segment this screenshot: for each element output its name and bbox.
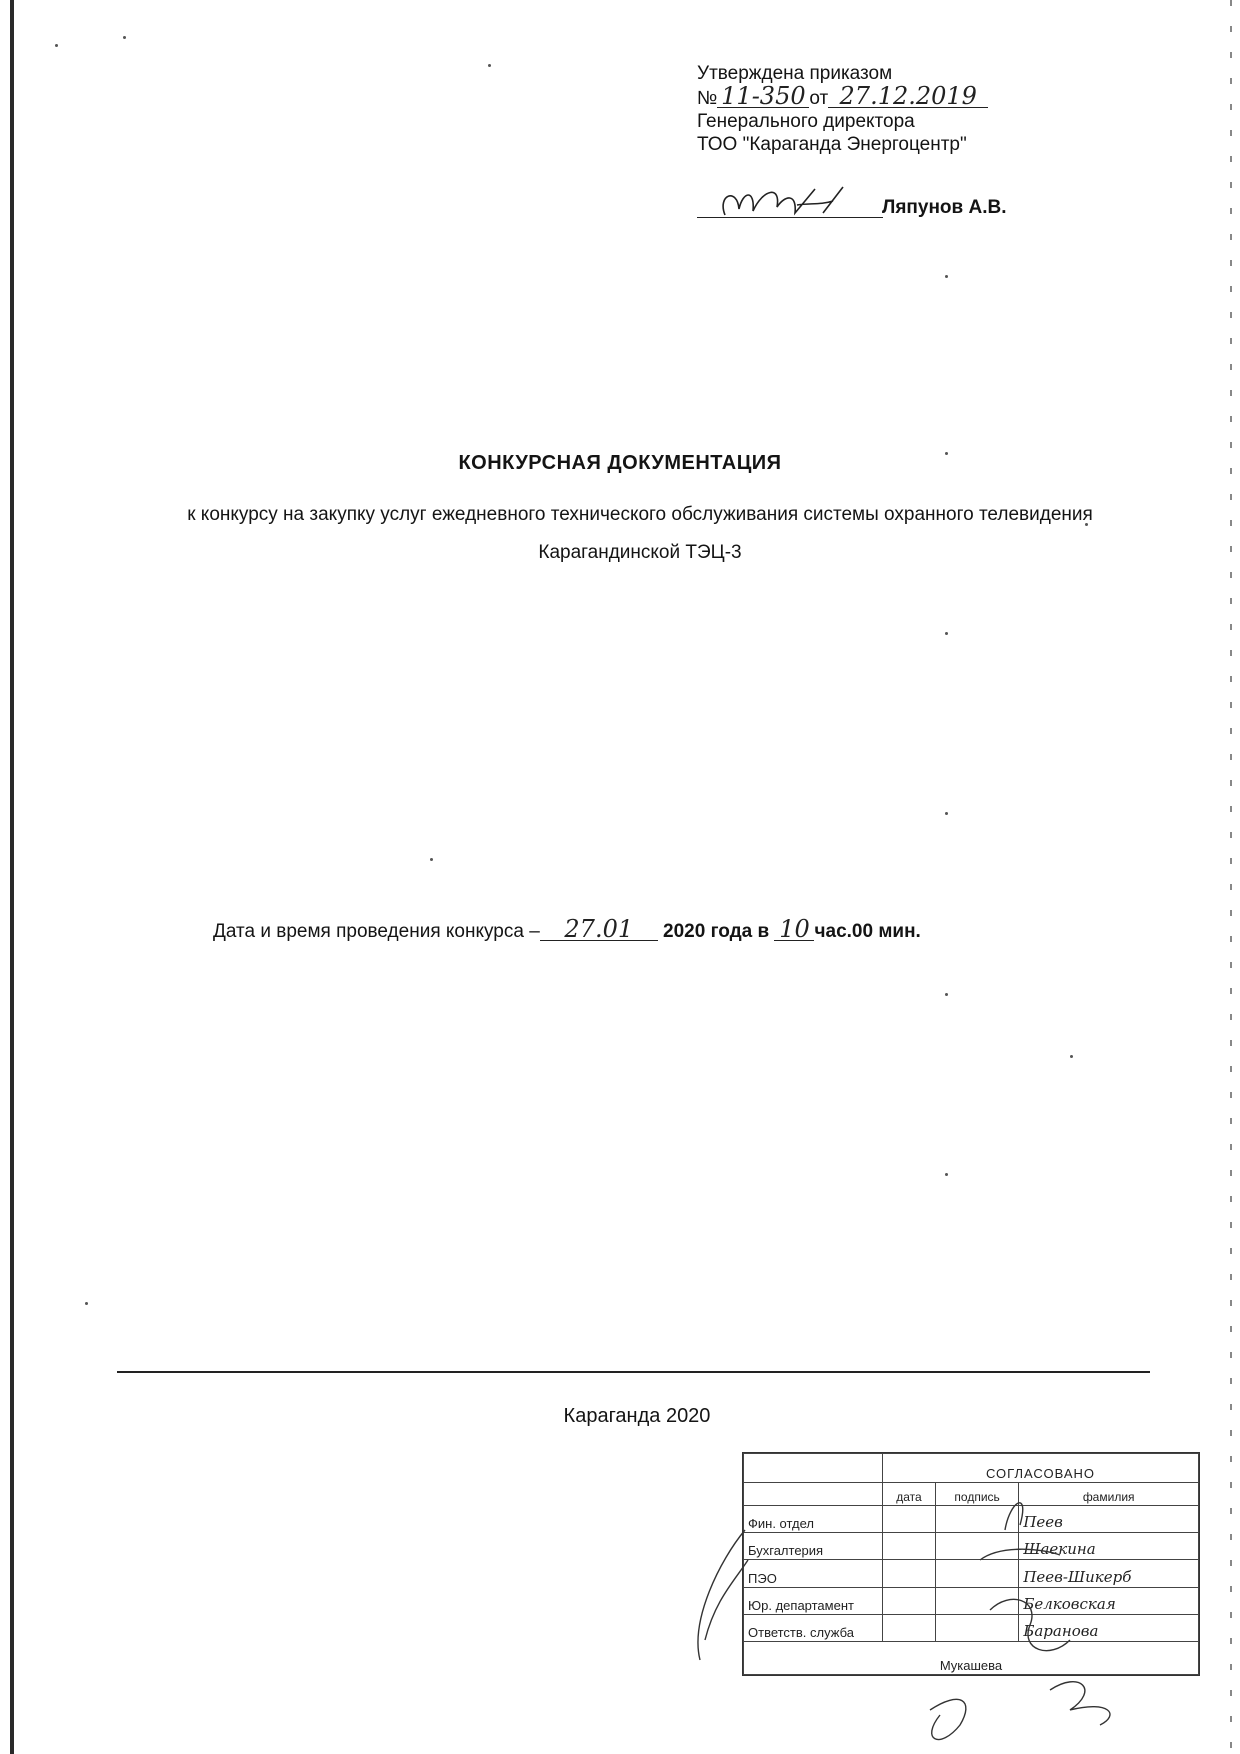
stamp-column-headers (744, 1483, 1199, 1506)
stamp-bottom-handwriting: Мукашева (744, 1642, 1199, 1675)
stamp-row-surname: Шаекина (1019, 1533, 1199, 1560)
stamp-col-blank (744, 1483, 883, 1506)
scan-edge-dashes (1230, 0, 1232, 1754)
signature-line (697, 217, 883, 218)
stamp-row-label: Ответств. служба (744, 1614, 883, 1641)
director-signature-row (697, 183, 1037, 223)
document-title: КОНКУРСНАЯ ДОКУМЕНТАЦИЯ (458, 452, 782, 474)
stamp-row-surname: Пеев (1019, 1506, 1199, 1533)
stamp-row-label: Бухгалтерия (744, 1533, 883, 1560)
table-row (744, 1614, 1199, 1641)
contest-datetime-prefix: Дата и время проведения конкурса – (213, 921, 540, 942)
city-year: Караганда 2020 (563, 1405, 711, 1427)
contest-date-handwritten: 27.01 (540, 918, 658, 941)
footer-divider (117, 1371, 1150, 1373)
approval-stamp (742, 1452, 1200, 1676)
approval-position: Генерального директора (697, 111, 915, 132)
approval-block (697, 62, 1077, 156)
stamp-row-surname: Баранова (1019, 1614, 1199, 1641)
approval-company: ТОО "Караганда Энергоцентр" (697, 134, 967, 155)
stamp-row-label: Юр. департамент (744, 1587, 883, 1614)
director-name: Ляпунов А.В. (882, 197, 1007, 218)
order-date-prefix: от (809, 88, 829, 109)
stamp-heading: СОГЛАСОВАНО (883, 1454, 1199, 1483)
scan-edge (10, 0, 14, 1754)
stamp-row-surname: Белковская (1019, 1587, 1199, 1614)
stamp-col-signature: подпись (935, 1483, 1018, 1506)
document-subtitle: к конкурсу на закупку услуг ежедневного технического обслуживания системы охранного телевидения Карагандинской ТЭЦ-3 (187, 504, 1093, 563)
approval-stamp-table (743, 1453, 1199, 1675)
approval-title: Утверждена приказом (697, 63, 893, 84)
table-row (744, 1587, 1199, 1614)
stamp-row-label: Фин. отдел (744, 1506, 883, 1533)
table-row (744, 1560, 1199, 1587)
stamp-col-date: дата (883, 1483, 936, 1506)
order-date-handwritten: 27.12.2019 (828, 85, 988, 108)
contest-hour-handwritten: 10 (774, 918, 814, 941)
stamp-row-surname: Пеев-Шикерб (1019, 1560, 1199, 1587)
table-row (744, 1506, 1199, 1533)
order-number-prefix: № (697, 88, 718, 109)
stamp-row-label: ПЭО (744, 1560, 883, 1587)
contest-year: 2020 года в (663, 921, 770, 942)
order-number-handwritten: 11-350 (717, 85, 809, 108)
table-row (744, 1533, 1199, 1560)
contest-time-suffix: час.00 мин. (814, 921, 921, 942)
approval-order-line (697, 82, 1077, 110)
stamp-col-surname: фамилия (1019, 1483, 1199, 1506)
contest-datetime (213, 915, 1113, 943)
